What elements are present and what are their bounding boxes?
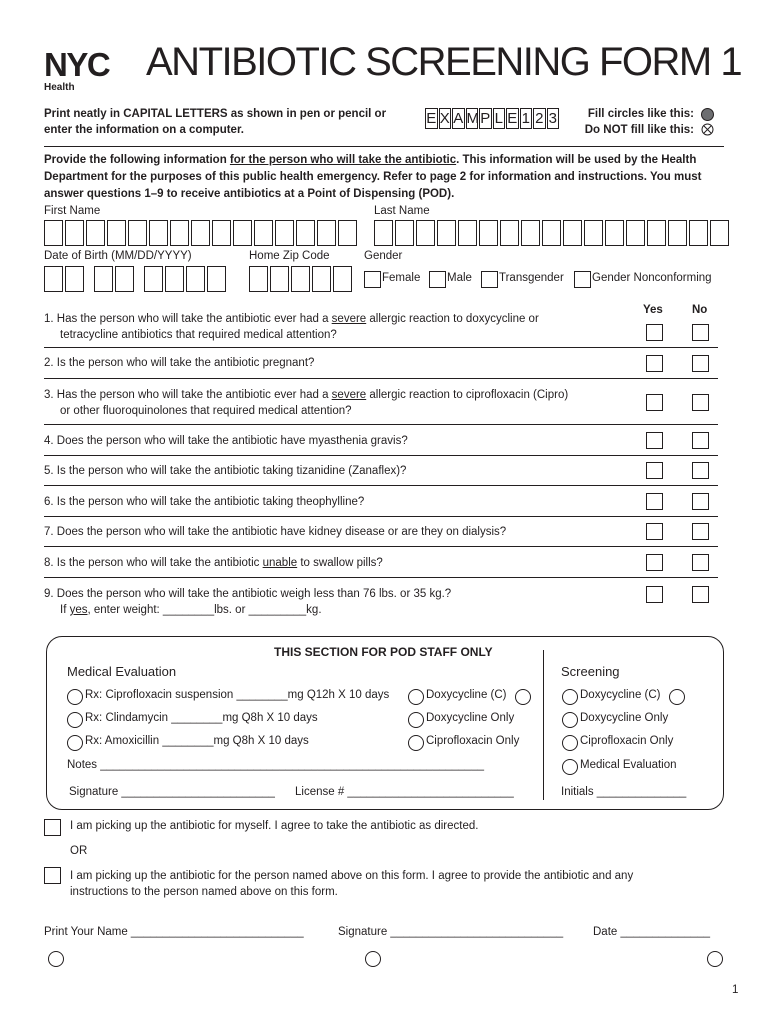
header-divider (44, 146, 724, 147)
screening-med-eval-radio[interactable] (562, 759, 578, 775)
pickup-other-line2: instructions to the person named above on this form. (70, 886, 338, 898)
q9-weight-text: , enter weight: ________lbs. or _________kg. (87, 604, 322, 616)
signature-field[interactable]: Signature ___________________________ (338, 926, 564, 938)
last-name-field[interactable] (374, 220, 731, 246)
med-eval-cipro-only-label: Ciprofloxacin Only (426, 735, 520, 747)
question-4: 4. Does the person who will take the antibiotic have myasthenia gravis? (44, 435, 408, 447)
example-char: E (507, 110, 518, 127)
example-char: P (480, 110, 491, 127)
staff-signature-field[interactable]: Signature ________________________ (69, 786, 275, 798)
q8-no-checkbox[interactable] (692, 554, 709, 571)
gender-nonconforming-checkbox[interactable] (574, 271, 591, 288)
logo-nyc-text: NYC (44, 46, 110, 83)
provide-text-underlined: for the person who will take the antibiotic (229, 154, 457, 166)
example-char: L (493, 108, 506, 129)
q3-yes-checkbox[interactable] (646, 394, 663, 411)
rx-clindamycin-label: Rx: Clindamycin ________mg Q8h X 10 days (85, 712, 318, 724)
rx-amoxicillin-label: Rx: Amoxicillin ________mg Q8h X 10 days (85, 735, 309, 747)
q1-text: 1. Has the person who will take the antibiotic ever had a (44, 313, 332, 325)
filled-circle-example-icon (701, 108, 714, 121)
q4-yes-checkbox[interactable] (646, 432, 663, 449)
staff-initials-field[interactable]: Initials ______________ (561, 786, 687, 798)
fill-instructions (560, 106, 694, 138)
question-divider (44, 378, 718, 379)
first-name-field[interactable] (44, 220, 359, 246)
scan-marker-circle-right (707, 951, 723, 967)
or-text: OR (70, 845, 88, 857)
provide-text-end: . This information will be used by the Health Department for the purposes of this public health emergency. Refer to page 2 for information and instructions. You must answer questions 1–9 to receive antibiotics at a Point of Dispensing (POD). (44, 154, 702, 200)
question-1 (44, 311, 614, 343)
question-divider (44, 347, 718, 348)
pickup-myself-checkbox[interactable] (44, 819, 61, 836)
screening-doxy-c-extra-radio[interactable] (669, 689, 685, 705)
provide-info-paragraph (44, 152, 734, 203)
rx-cipro-suspension-radio[interactable] (67, 689, 83, 705)
logo-health-text: Health (44, 82, 75, 92)
screening-doxy-c-label: Doxycycline (C) (580, 689, 661, 701)
screening-heading: Screening (561, 664, 620, 679)
dob-label: Date of Birth (MM/DD/YYYY) (44, 250, 192, 262)
last-name-label: Last Name (374, 205, 430, 217)
incorrect-fill-example-icon (701, 123, 714, 136)
example-char: X (439, 110, 450, 127)
q9-weight-underlined: yes (69, 604, 88, 616)
q3-text: 3. Has the person who will take the antibiotic ever had a (44, 389, 332, 401)
question-3 (44, 387, 614, 419)
date-field[interactable]: Date ______________ (593, 926, 711, 938)
question-8 (44, 555, 614, 571)
medical-evaluation-heading: Medical Evaluation (67, 664, 177, 679)
not-fill-like-text: Do NOT fill like this: (584, 124, 694, 136)
question-2: 2. Is the person who will take the antibiotic pregnant? (44, 357, 315, 369)
example-char: 3 (547, 108, 560, 129)
fill-like-text: Fill circles like this: (587, 108, 694, 120)
question-divider (44, 516, 718, 517)
yes-column-header: Yes (643, 304, 663, 316)
q1-no-checkbox[interactable] (692, 324, 709, 341)
page-number: 1 (732, 984, 739, 996)
dob-year-field[interactable] (144, 266, 228, 292)
example-char: A (453, 110, 464, 127)
page-title: ANTIBIOTIC SCREENING FORM 1 (146, 40, 742, 84)
question-7: 7. Does the person who will take the antibiotic have kidney disease or are they on dialysis? (44, 526, 507, 538)
question-divider (44, 455, 718, 456)
q8-underlined: unable (262, 557, 298, 569)
question-divider (44, 577, 718, 578)
q9-yes-checkbox[interactable] (646, 586, 663, 603)
gender-female-label: Female (382, 272, 421, 284)
staff-section-heading: THIS SECTION FOR POD STAFF ONLY (274, 645, 493, 659)
pickup-other-line1: I am picking up the antibiotic for the person named above on this form. I agree to provide the antibiotic and any (70, 870, 634, 882)
q2-no-checkbox[interactable] (692, 355, 709, 372)
gender-transgender-label: Transgender (499, 272, 564, 284)
med-eval-doxy-c-label: Doxycycline (C) (426, 689, 507, 701)
gender-male-label: Male (447, 272, 472, 284)
q9-text: 9. Does the person who will take the antibiotic weigh less than 76 lbs. or 35 kg.? (44, 588, 452, 600)
question-5: 5. Is the person who will take the antibiotic taking tizanidine (Zanaflex)? (44, 465, 407, 477)
med-eval-doxy-c-extra-radio[interactable] (515, 689, 531, 705)
q7-yes-checkbox[interactable] (646, 523, 663, 540)
example-char: E (426, 110, 437, 127)
scan-marker-circle-center (365, 951, 381, 967)
first-name-label: First Name (44, 205, 101, 217)
zip-label: Home Zip Code (249, 250, 330, 262)
med-eval-doxy-only-radio[interactable] (408, 712, 424, 728)
q3-text-line2: or other fluoroquinolones that required medical attention? (60, 405, 352, 417)
q6-yes-checkbox[interactable] (646, 493, 663, 510)
gender-nonconforming-label: Gender Nonconforming (592, 272, 712, 284)
q3-text-end: allergic reaction to ciprofloxacin (Cipro) (366, 389, 569, 401)
q8-text: 8. Is the person who will take the antibiotic (44, 557, 263, 569)
med-eval-cipro-only-radio[interactable] (408, 735, 424, 751)
rx-cipro-suspension-label: Rx: Ciprofloxacin suspension ________mg Q12h X 10 days (85, 689, 390, 701)
print-name-field[interactable]: Print Your Name ___________________________ (44, 926, 304, 938)
screening-doxy-c-radio[interactable] (562, 689, 578, 705)
question-divider (44, 485, 718, 486)
gender-male-checkbox[interactable] (429, 271, 446, 288)
gender-label: Gender (364, 250, 403, 262)
screening-med-eval-label: Medical Evaluation (580, 759, 677, 771)
pickup-other-checkbox[interactable] (44, 867, 61, 884)
q9-no-checkbox[interactable] (692, 586, 709, 603)
question-divider (44, 424, 718, 425)
q9-weight-prefix: If (60, 604, 70, 616)
example-char: 2 (533, 108, 546, 129)
screening-doxy-only-label: Doxycycline Only (580, 712, 669, 724)
instructions-line-2: enter the information on a computer. (44, 124, 244, 136)
gender-transgender-checkbox[interactable] (481, 271, 498, 288)
question-9 (44, 586, 614, 618)
screening-cipro-only-label: Ciprofloxacin Only (580, 735, 674, 747)
q3-underlined: severe (331, 389, 367, 401)
q3-no-checkbox[interactable] (692, 394, 709, 411)
screening-doxy-only-radio[interactable] (562, 712, 578, 728)
notes-field[interactable]: Notes ____________________________________________________________ (67, 759, 484, 771)
example-char: M (466, 110, 479, 127)
rx-clindamycin-radio[interactable] (67, 712, 83, 728)
pickup-other-text (70, 868, 633, 900)
question-6: 6. Is the person who will take the antibiotic taking theophylline? (44, 496, 365, 508)
q1-text-end: allergic reaction to doxycycline or (366, 313, 539, 325)
q7-no-checkbox[interactable] (692, 523, 709, 540)
staff-license-field[interactable]: License # __________________________ (295, 786, 514, 798)
q8-text-end: to swallow pills? (297, 557, 383, 569)
q1-yes-checkbox[interactable] (646, 324, 663, 341)
instructions-line-1: Print neatly in CAPITAL LETTERS as shown in pen or pencil or (44, 108, 387, 120)
q5-no-checkbox[interactable] (692, 462, 709, 479)
question-divider (44, 546, 718, 547)
gender-female-checkbox[interactable] (364, 271, 381, 288)
q1-text-line2: tetracycline antibiotics that required medical attention? (60, 329, 337, 341)
instructions-text (44, 106, 404, 138)
dob-month-field[interactable] (44, 266, 86, 292)
med-eval-doxy-c-radio[interactable] (408, 689, 424, 705)
example-boxes (425, 108, 560, 129)
dob-day-field[interactable] (94, 266, 136, 292)
q1-underlined: severe (331, 313, 367, 325)
scan-marker-circle-left (48, 951, 64, 967)
q8-yes-checkbox[interactable] (646, 554, 663, 571)
provide-text-start: Provide the following information (44, 154, 230, 166)
zip-code-field[interactable] (249, 266, 354, 292)
pickup-myself-text: I am picking up the antibiotic for myself. I agree to take the antibiotic as directed. (70, 820, 479, 832)
screening-cipro-only-radio[interactable] (562, 735, 578, 751)
q5-yes-checkbox[interactable] (646, 462, 663, 479)
rx-amoxicillin-radio[interactable] (67, 735, 83, 751)
example-char: 1 (520, 108, 533, 129)
q2-yes-checkbox[interactable] (646, 355, 663, 372)
no-column-header: No (692, 304, 708, 316)
med-eval-doxy-only-label: Doxycycline Only (426, 712, 515, 724)
q4-no-checkbox[interactable] (692, 432, 709, 449)
nyc-health-logo (44, 46, 138, 92)
q6-no-checkbox[interactable] (692, 493, 709, 510)
staff-section-divider (543, 650, 544, 800)
